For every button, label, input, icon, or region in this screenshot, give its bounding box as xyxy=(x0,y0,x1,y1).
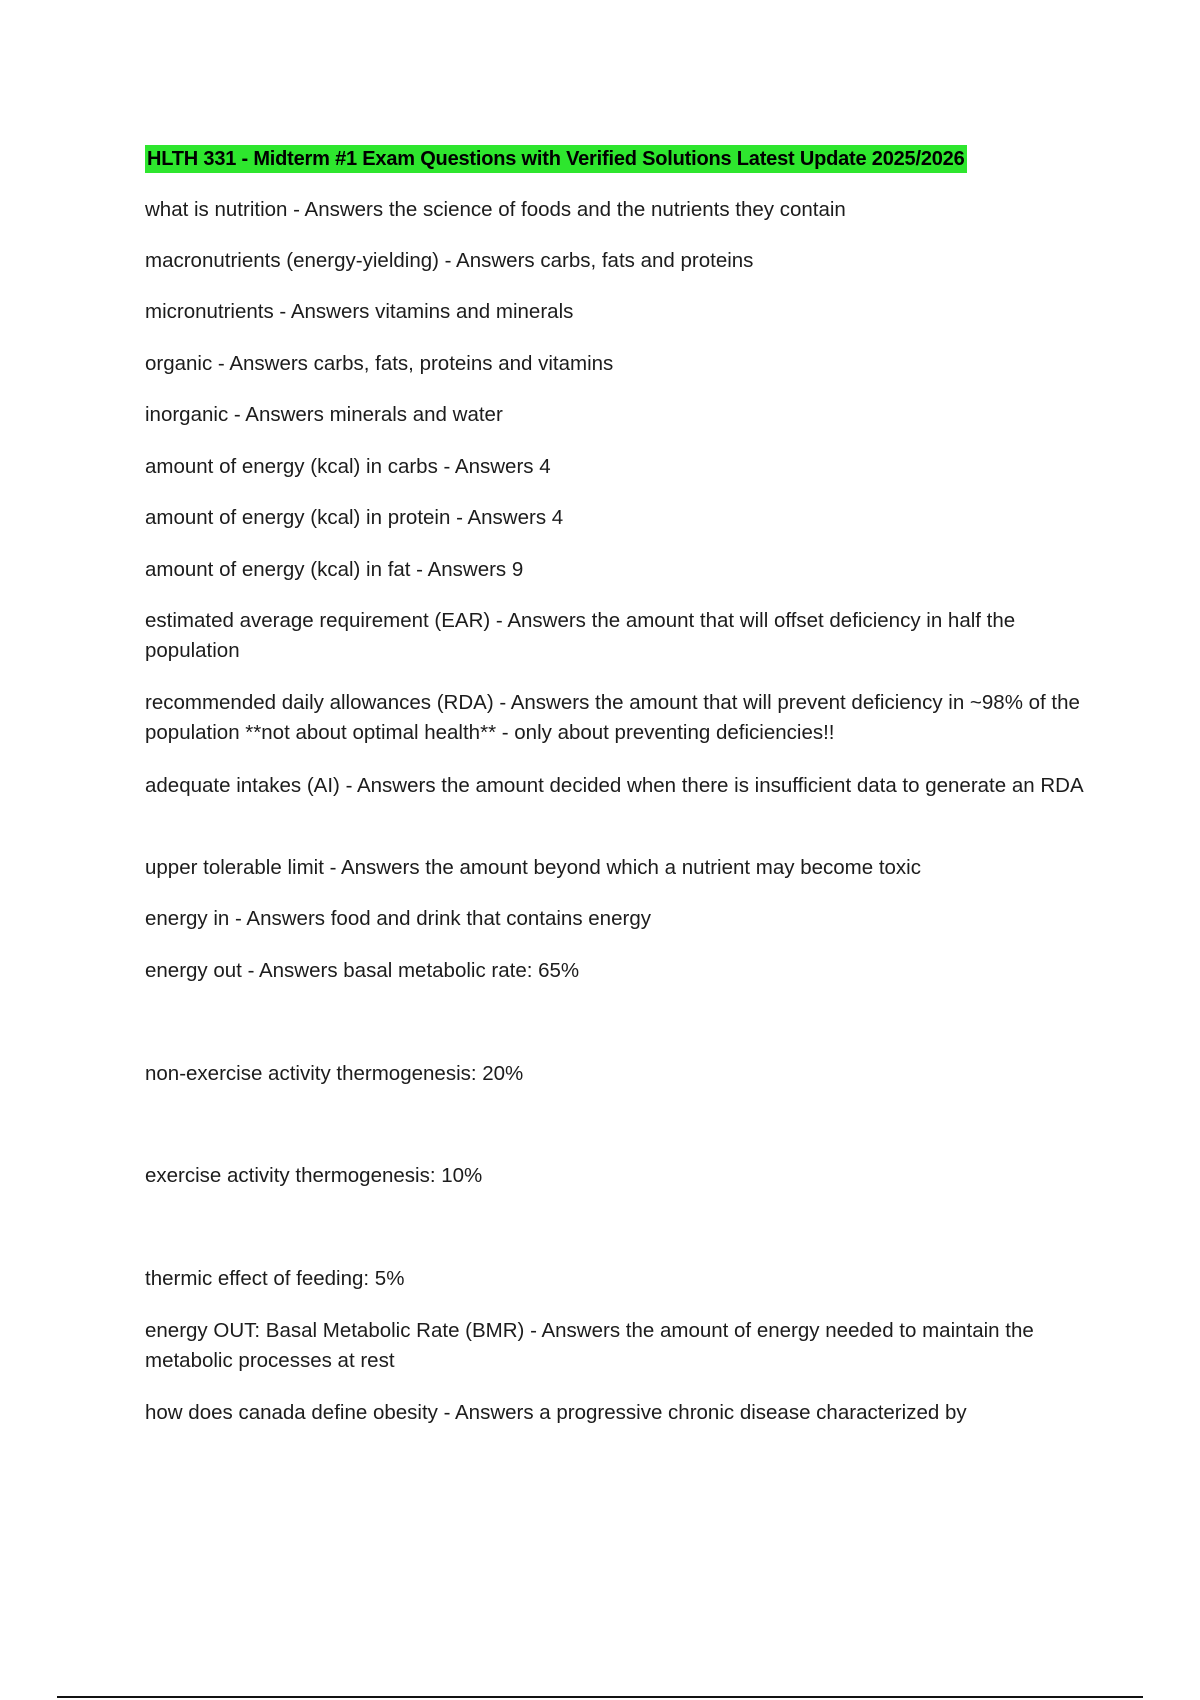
qa-entry: what is nutrition - Answers the science of foods and the nutrients they contain xyxy=(145,198,846,221)
footer-divider xyxy=(57,1696,1143,1698)
qa-entry: macronutrients (energy-yielding) - Answers carbs, fats and proteins xyxy=(145,249,754,272)
qa-entry: exercise activity thermogenesis: 10% xyxy=(145,1164,483,1187)
qa-entry: recommended daily allowances (RDA) - Answers the amount that will prevent deficiency in ~98% of the population **not about optimal health** - only about preventing deficiencies!! xyxy=(145,691,1080,744)
qa-entry: amount of energy (kcal) in protein - Answers 4 xyxy=(145,506,564,529)
qa-entry: organic - Answers carbs, fats, proteins and vitamins xyxy=(145,352,614,375)
qa-entry: adequate intakes (AI) - Answers the amount decided when there is insufficient data to generate an RDA xyxy=(145,774,1084,797)
qa-entry: non-exercise activity thermogenesis: 20% xyxy=(145,1062,524,1085)
qa-entry: amount of energy (kcal) in fat - Answers 9 xyxy=(145,558,524,581)
qa-entry: upper tolerable limit - Answers the amount beyond which a nutrient may become toxic xyxy=(145,856,921,879)
qa-entry: energy in - Answers food and drink that contains energy xyxy=(145,907,651,930)
qa-entry: thermic effect of feeding: 5% xyxy=(145,1267,405,1290)
document-title: HLTH 331 - Midterm #1 Exam Questions with Verified Solutions Latest Update 2025/2026 xyxy=(145,145,967,173)
qa-entry: how does canada define obesity - Answers a progressive chronic disease characterized by xyxy=(145,1401,967,1424)
qa-entry: energy OUT: Basal Metabolic Rate (BMR) - Answers the amount of energy needed to maintain the metabolic processes at rest xyxy=(145,1319,1034,1372)
qa-entry: inorganic - Answers minerals and water xyxy=(145,403,503,426)
qa-entry: energy out - Answers basal metabolic rate: 65% xyxy=(145,959,580,982)
qa-entry: estimated average requirement (EAR) - Answers the amount that will offset deficiency in half the population xyxy=(145,609,1016,662)
qa-entry: amount of energy (kcal) in carbs - Answers 4 xyxy=(145,455,551,478)
qa-entry: micronutrients - Answers vitamins and minerals xyxy=(145,300,574,323)
